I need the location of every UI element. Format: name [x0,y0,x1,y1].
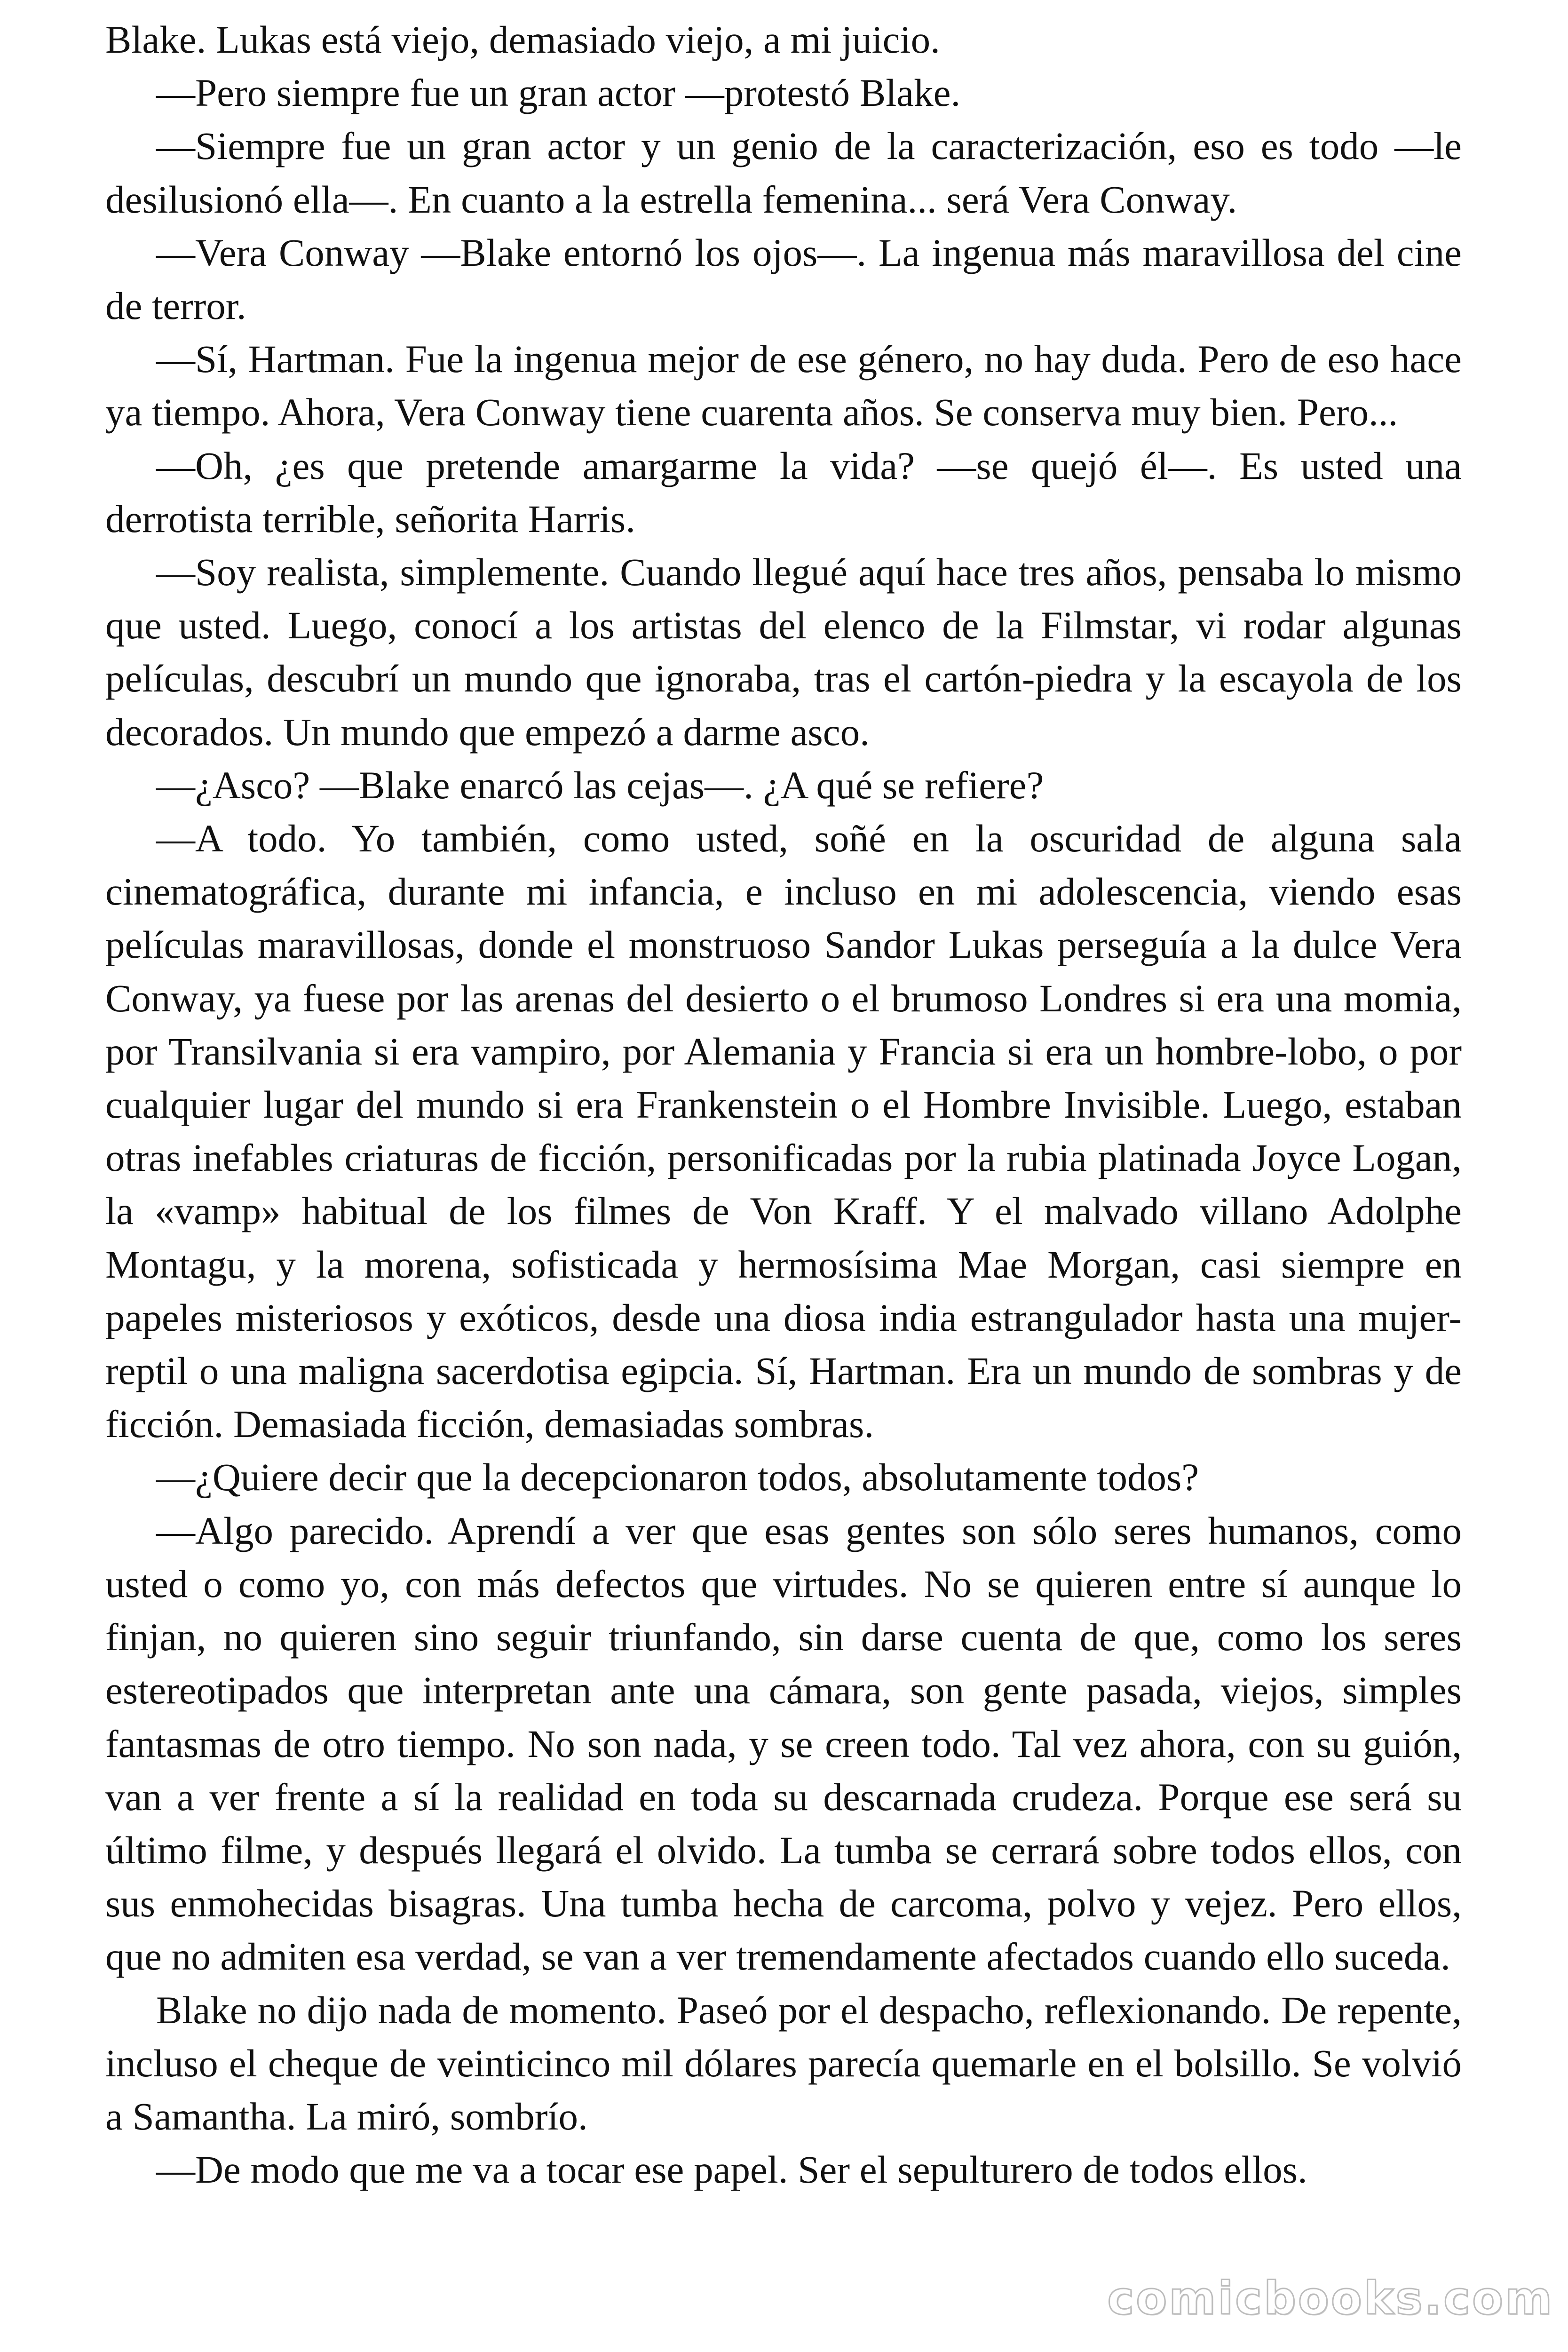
paragraph: —Oh, ¿es que pretende amargarme la vida? —se quejó él—. Es usted una derrotista terrible, señorita Harris. [105,444,1462,540]
paragraph: —¿Quiere decir que la decepcionaron todos, absolutamente todos? [156,1455,1199,1499]
paragraph: Blake no dijo nada de momento. Paseó por el despacho, reflexionando. De repente, incluso el cheque de veinticinco mil dólares parecía quemarle en el bolsillo. Se volvió a Samantha. La miró, sombrío. [105,1988,1462,2138]
paragraph: —Pero siempre fue un gran actor —protestó Blake. [156,71,961,115]
paragraph: —A todo. Yo también, como usted, soñé en la oscuridad de alguna sala cinematográfica, durante mi infancia, e incluso en mi adolescencia, viendo esas películas maravillosas, donde el monstruoso Sandor Lukas perseguía a la dulce Vera Conway, ya fuese por las arenas del desierto o el brumoso Londres si era una momia, por Transilvania si era vampiro, por Alemania y Francia si era un hombre-lobo, o por cualquier lugar del mundo si era Frankenstein o el Hombre Invisible. Luego, estaban otras inefables criaturas de ficción, personificadas por la rubia platinada Joyce Logan, la «vamp» habitual de los filmes de Von Kraff. Y el malvado villano Adolphe Montagu, y la morena, sofisticada y hermosísima Mae Morgan, casi siempre en papeles misteriosos y exóticos, desde una diosa india estrangulador hasta una mujer-reptil o una maligna sacerdotisa egipcia. Sí, Hartman. Era un mundo de sombras y de ficción. Demasiada ficción, demasiadas sombras. [105,817,1462,1446]
paragraph: —¿Asco? —Blake enarcó las cejas—. ¿A qué se refiere? [156,763,1044,807]
watermark-logo: comicbooks.com [1107,2272,1554,2325]
paragraph: —De modo que me va a tocar ese papel. Ser el sepulturero de todos ellos. [156,2148,1307,2192]
paragraph: —Siempre fue un gran actor y un genio de la caracterización, eso es todo —le desilusionó ella—. En cuanto a la estrella femenina... será Vera Conway. [105,124,1462,221]
paragraph: —Algo parecido. Aprendí a ver que esas gentes son sólo seres humanos, como usted o como yo, con más defectos que virtudes. No se quieren entre sí aunque lo finjan, no quieren sino seguir triunfando, sin darse cuenta de que, como los seres estereotipados que interpretan ante una cámara, son gente pasada, viejos, simples fantasmas de otro tiempo. No son nada, y se creen todo. Tal vez ahora, con su guión, van a ver frente a sí la realidad en toda su descarnada crudeza. Porque ese será su último filme, y después llegará el olvido. La tumba se cerrará sobre todos ellos, con sus enmohecidas bisagras. Una tumba hecha de carcoma, polvo y vejez. Pero ellos, que no admiten esa verdad, se van a ver tremendamente afectados cuando ello suceda. [105,1509,1462,1979]
paragraph: —Vera Conway —Blake entornó los ojos—. La ingenua más maravillosa del cine de terror. [105,230,1462,328]
paragraph: —Soy realista, simplemente. Cuando llegué aquí hace tres años, pensaba lo mismo que usted. Luego, conocí a los artistas del elenco de la Filmstar, vi rodar algunas películas, descubrí un mundo que ignoraba, tras el cartón-piedra y la escayola de los decorados. Un mundo que empezó a darme asco. [105,550,1462,754]
body-text [105,13,1462,2196]
paragraph-continuation: Blake. Lukas está viejo, demasiado viejo, a mi juicio. [105,18,940,61]
paragraph: —Sí, Hartman. Fue la ingenua mejor de ese género, no hay duda. Pero de eso hace ya tiempo. Ahora, Vera Conway tiene cuarenta años. Se conserva muy bien. Pero... [105,337,1462,434]
